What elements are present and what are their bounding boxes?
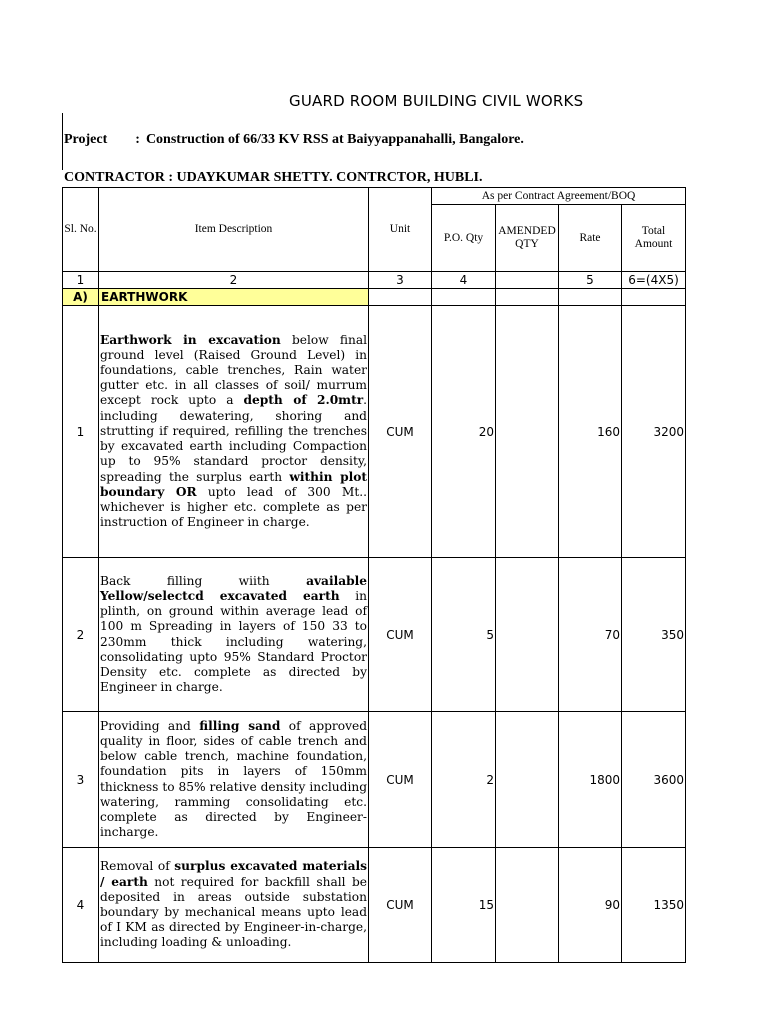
row-amended-qty [496,712,559,848]
row-total: 3600 [622,712,686,848]
row-unit: CUM [369,712,432,848]
row-description [99,848,369,963]
header-po-qty: P.O. Qty [432,205,496,272]
colnum-6: 6=(4X5) [622,272,686,289]
description-text: not required for backfill shall be deposited in areas outside substation boundary by mechanical means upto lead of I KM as directed by Engineer-in-charge, including loading & unloading. [100,874,367,950]
row-sl-no: 2 [63,558,99,712]
description-text: Providing and [100,718,200,733]
column-number-row [63,272,686,289]
row-rate: 160 [559,306,622,558]
colnum-3: 3 [369,272,432,289]
description-text: upto lead of 300 Mt.. whichever is higher etc. complete as per instruction of Engineer in charge. [100,484,367,530]
row-po-qty: 2 [432,712,496,848]
header-sl-no: Sl. No. [63,188,99,272]
row-rate: 1800 [559,712,622,848]
description-bold-text: available Yellow/selectcd excavated earth [100,573,367,603]
table-row [63,712,686,848]
colnum-1: 1 [63,272,99,289]
row-po-qty: 15 [432,848,496,963]
section-row [63,289,686,306]
row-unit: CUM [369,558,432,712]
section-code: A) [63,289,99,306]
description-text: Back filling wiith [100,573,307,588]
description-bold-text: within plot boundary OR [100,469,368,499]
description-text: of approved quality in floor, sides of cable trench and below cable trench, machine foundation, foundation pits in layers of 150mm thickness to 85% relative density including watering, ramming consolidating etc. complete as directed by Engineer-incharge. [100,718,367,840]
description-text: Removal of [100,859,175,874]
row-rate: 70 [559,558,622,712]
row-description [99,306,369,558]
table-row [63,848,686,963]
description-text: below final ground level (Raised Ground Level) in foundations, cable trenches, Rain water gutter etc. in all classes of soil/ murrum except rock upto a [100,332,367,408]
colnum-2: 2 [99,272,369,289]
row-sl-no: 4 [63,848,99,963]
row-sl-no: 3 [63,712,99,848]
project-colon: : [135,132,140,147]
colnum-amended [496,272,559,289]
table-row [63,306,686,558]
row-rate: 90 [559,848,622,963]
contractor-line: CONTRACTOR : UDAYKUMAR SHETTY. CONTRCTOR, HUBLI. [64,170,483,185]
description-text: . including dewatering, shoring and strutting if required, refilling the trenches by excavated earth including Compaction up to 95% standard proctor density, spreading the surplus earth [100,393,367,484]
boq-table [62,187,686,963]
project-line [64,132,524,148]
row-description [99,712,369,848]
table-row [63,558,686,712]
row-amended-qty [496,306,559,558]
project-value: Construction of 66/33 KV RSS at Baiyyappanahalli, Bangalore. [145,132,524,147]
colnum-5: 5 [559,272,622,289]
row-po-qty: 20 [432,306,496,558]
header-amended-qty: AMENDED QTY [496,205,559,272]
header-contract-group: As per Contract Agreement/BOQ [432,188,686,205]
header-unit: Unit [369,188,432,272]
left-border-line [62,113,63,170]
header-rate: Rate [559,205,622,272]
page-title: GUARD ROOM BUILDING CIVIL WORKS [289,92,584,110]
description-bold-text: surplus excavated materials / earth [100,859,367,889]
description-text: in plinth, on ground within average lead of 100 m Spreading in layers of 150 33 to 230mm thick including watering, consolidating upto 95% Standard Proctor Density etc. complete as directed by Engineer in charge. [100,588,367,695]
header-item-description: Item Description [99,188,369,272]
project-label: Project [64,132,108,147]
row-description [99,558,369,712]
description-bold-text: Earthwork in excavation [100,332,281,347]
row-po-qty: 5 [432,558,496,712]
row-total: 3200 [622,306,686,558]
description-bold-text: depth of 2.0mtr [243,393,364,408]
row-amended-qty [496,558,559,712]
row-sl-no: 1 [63,306,99,558]
section-name: EARTHWORK [99,289,369,306]
row-amended-qty [496,848,559,963]
colnum-4: 4 [432,272,496,289]
row-unit: CUM [369,848,432,963]
row-unit: CUM [369,306,432,558]
description-bold-text: filling sand [199,718,281,733]
row-total: 1350 [622,848,686,963]
row-total: 350 [622,558,686,712]
header-total-amount: Total Amount [622,205,686,272]
